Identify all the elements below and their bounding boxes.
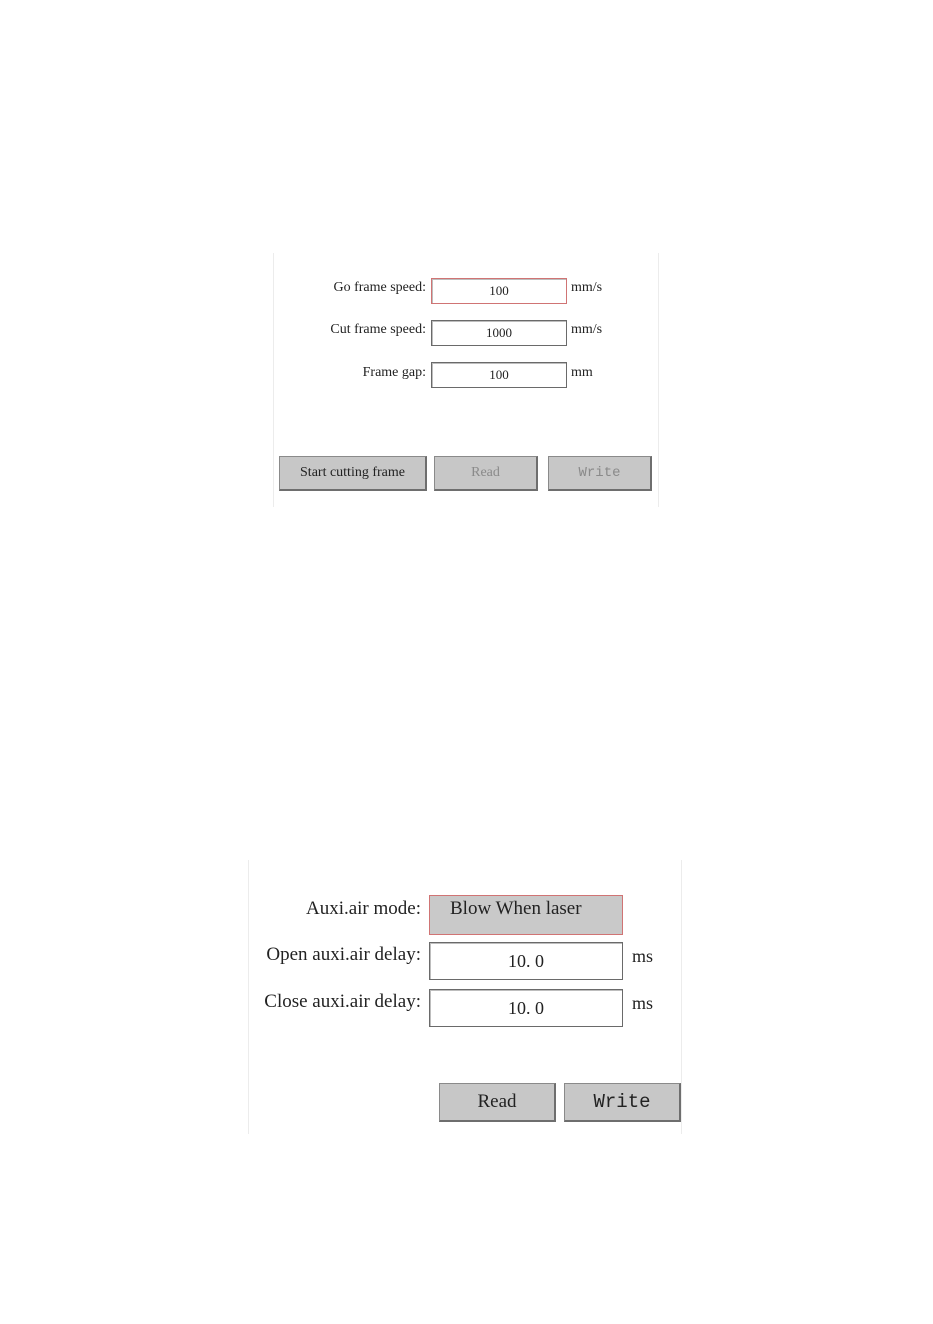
auxi-air-panel: [248, 860, 682, 1134]
close-auxi-air-delay-label: Close auxi.air delay:: [264, 991, 421, 1012]
open-auxi-air-delay-input[interactable]: 10. 0: [429, 942, 623, 980]
frame-gap-label: Frame gap:: [362, 365, 426, 380]
air-write-button[interactable]: Write: [564, 1083, 681, 1122]
open-auxi-air-delay-label: Open auxi.air delay:: [266, 944, 421, 965]
read-button[interactable]: Read: [434, 456, 538, 491]
go-frame-speed-input[interactable]: 100: [431, 278, 567, 304]
cut-frame-speed-input[interactable]: 1000: [431, 320, 567, 346]
auxi-air-mode-select[interactable]: Blow When laser: [429, 895, 623, 935]
write-button[interactable]: Write: [548, 456, 652, 491]
close-auxi-air-delay-input[interactable]: 10. 0: [429, 989, 623, 1027]
cut-frame-speed-label: Cut frame speed:: [330, 322, 426, 337]
frame-gap-unit: mm: [571, 365, 593, 380]
close-auxi-air-delay-unit: ms: [632, 993, 654, 1013]
auxi-air-mode-label: Auxi.air mode:: [305, 898, 421, 919]
open-auxi-air-delay-unit: ms: [632, 946, 654, 966]
cut-frame-speed-unit: mm/s: [571, 322, 603, 337]
go-frame-speed-unit: mm/s: [571, 280, 603, 295]
air-read-button[interactable]: Read: [439, 1083, 556, 1122]
frame-gap-input[interactable]: 100: [431, 362, 567, 388]
start-cutting-frame-button[interactable]: Start cutting frame: [279, 456, 427, 491]
cutting-frame-panel: [273, 253, 659, 507]
go-frame-speed-label: Go frame speed:: [333, 280, 426, 295]
